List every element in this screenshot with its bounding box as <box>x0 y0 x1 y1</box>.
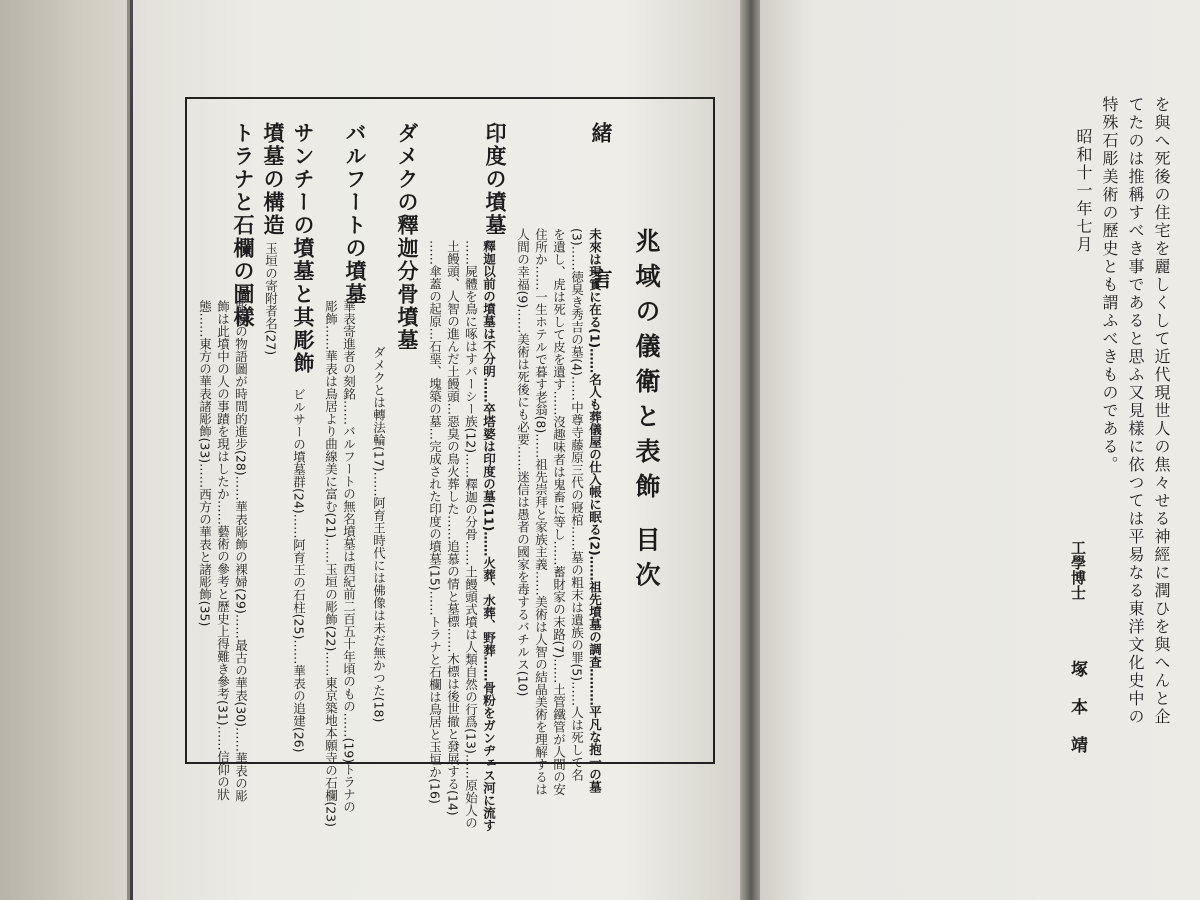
toc-entry-line: 玉垣の寄附者名(27) <box>263 242 279 356</box>
section-heading-dhamekh: ダメクの釋迦分骨墳墓 <box>395 122 419 352</box>
toc-entry-line: 住所か……一生ホテルで暮す老翁(8)……祖先崇拜と家族主義……美術は人智の結晶美術を理解するは <box>533 228 549 796</box>
toc-entry-line: 彫飾の物語圖が時間的進步(28)……華表彫飾の裸婦(29)……最古の華表(30)……華表の彫 <box>233 300 249 802</box>
toc-entry-line: 態……東方の華表諸彫飾(33)……西方の華表と諸彫飾(35) <box>197 300 213 627</box>
toc-entry-line: 土饅頭、人智の進んだ土饅頭…惡臭の鳥火葬した……追慕の情と墓標……木標は後世撤と發展する(14) <box>445 240 461 816</box>
preface-text-line: を與へ死後の住宅を麗しくして近代現世人の焦々せる神經に潤ひを與へんと企 <box>1152 96 1171 726</box>
author-title: 工學博士 <box>1069 540 1087 600</box>
book-gutter <box>740 0 762 900</box>
toc-entry-line: ……屍體を鳥に啄はすパーシー族(12)……釋迦の分骨……土饅頭式墳は人類自然の行爲(13)……原始人の <box>463 240 479 829</box>
preface-text-line: てたのは推稱すべき事であると思ふ又見樣に依つては平易なる東洋文化史中の <box>1126 96 1145 726</box>
toc-entry-line: 彫飾……華表は鳥居より曲線美に富む(21)……玉垣の彫飾(22)……東京築地本願寺の石欄(23) <box>323 300 339 827</box>
toc-entry-line: ビルサーの墳墓群(24)……阿育王の石柱(25)……華表の追建(26) <box>291 388 307 753</box>
preface-text-line: 特殊石彫美術の歷史とも謂ふべきものである。 <box>1100 96 1119 474</box>
toc-entry-line: 未來は現實に在る(1)……名人も葬儀屋の仕入帳に眠る(2)……祖先墳墓の調査………平凡な抱一の墓 <box>587 228 603 794</box>
author-name: 塚 本 靖 <box>1067 660 1087 755</box>
toc-entry-line: を遺し、虎は死して皮を遺す……沒趣味者は鬼畜に等し……蓄財家の末路(7)……土管鐵管が人間の安 <box>551 228 567 796</box>
toc-entry-line: 華表寄進者の刻銘……バルフートの無名墳墓は西紀前二百五十年頃のもの……(19)トラナの <box>341 300 357 814</box>
toc-title: 兆域の儀衛と表飾 目次 <box>632 228 661 597</box>
section-heading-torana: トラナと石欄の圖樣 <box>231 122 255 329</box>
toc-entry-line: 飾は此墳中の人の事蹟を現はしたか……藝術の參考と歷史上得難き參考(31)……信仰の狀 <box>215 300 231 801</box>
toc-entry-line: (3)……徳臭き秀吉の墓(4)……中尊寺藤原三代の寢棺……墓の粗末は遺族の罪(5)……人は死して名 <box>569 228 585 782</box>
section-heading-structure: 墳墓の構造 <box>261 122 285 237</box>
preface-date: 昭和十一年七月 <box>1074 128 1093 254</box>
toc-entry-line: ダメクとは轉法輪(17)……阿育王時代には佛像は未だ無かつた(18) <box>371 346 387 723</box>
toc-entry-line: 人間の幸福(9)……美術は死後にも必要……迷信は愚者の國家を毒するバチルス(10) <box>515 228 531 697</box>
section-heading-preface: 緒 言 <box>589 122 613 341</box>
toc-entry-line: 釋迦以前の墳墓は不分明……卒塔婆は印度の墓(11)……火葬、水葬、野葬……骨粉をガンヂェス河に流す <box>481 240 497 832</box>
section-heading-sanchi: サンチーの墳墓と其彫飾 <box>291 122 315 375</box>
section-heading-india: 印度の墳墓 <box>483 122 507 237</box>
section-heading-bharhut: バルフートの墳墓 <box>343 122 367 306</box>
toc-entry-line: ……傘蓋の起原…石堊、塊築の墓…完成された印度の墳墓(15)……トラナと石欄は鳥居と玉垣か(16) <box>427 240 443 804</box>
previous-page-edge <box>0 0 130 900</box>
